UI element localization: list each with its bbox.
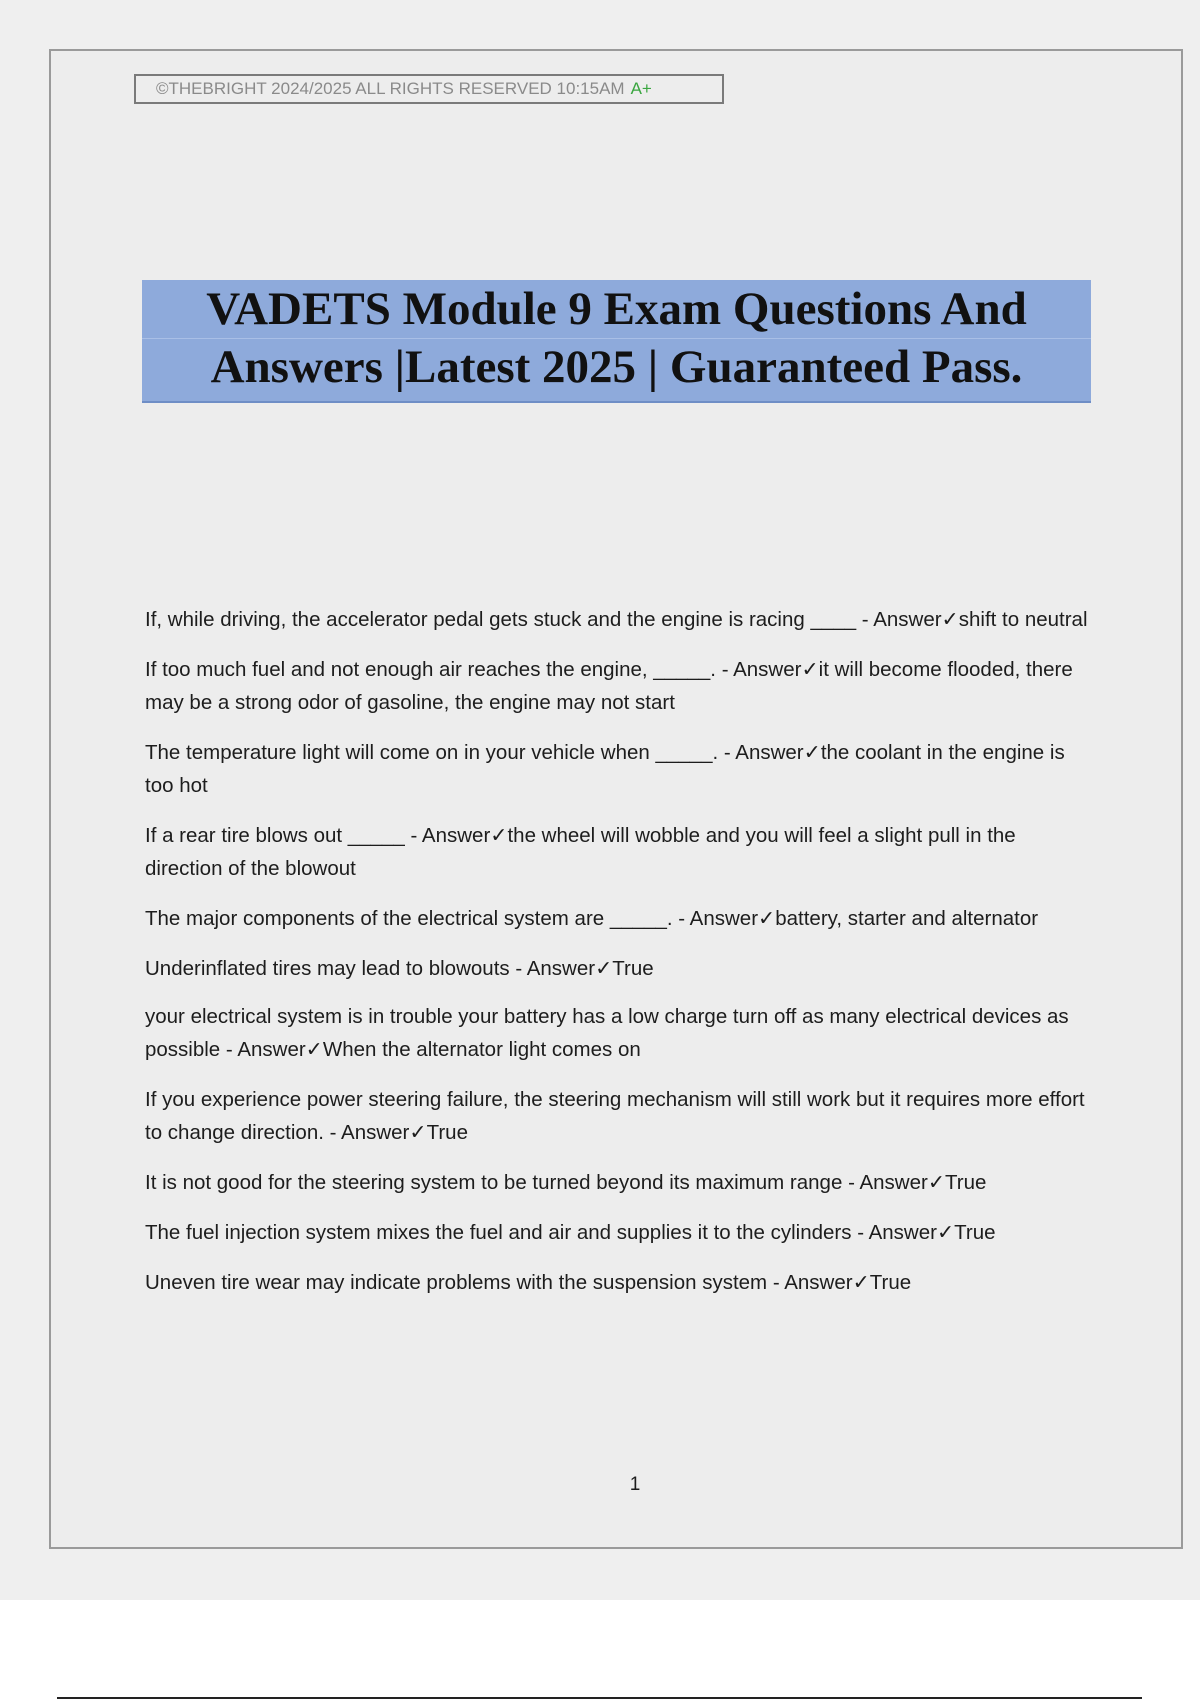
answer-marker: - Answer [861, 608, 942, 631]
copyright-header [134, 74, 724, 104]
answer-marker: - Answer [225, 1038, 306, 1061]
check-icon: ✓ [758, 907, 776, 930]
qa-item [145, 1000, 1095, 1066]
title-line-1: VADETS Module 9 Exam Questions And [206, 283, 1027, 335]
qa-answer: True [426, 1121, 468, 1144]
qa-question: If too much fuel and not enough air reaches the engine, _____. [145, 658, 716, 681]
qa-answer: When the alternator light comes on [322, 1038, 641, 1061]
footer-rule [57, 1697, 1142, 1699]
qa-answer: True [612, 957, 654, 980]
qa-answer: it will become flooded, there may be a strong odor of gasoline, the engine may not start [145, 658, 1073, 714]
check-icon: ✓ [409, 1121, 427, 1144]
check-icon: ✓ [803, 741, 821, 764]
answer-marker: - Answer [723, 741, 804, 764]
qa-item [145, 1216, 1095, 1249]
check-icon: ✓ [936, 1221, 955, 1244]
qa-item [145, 1166, 1095, 1199]
check-icon: ✓ [941, 608, 959, 631]
answer-marker: - Answer [678, 907, 759, 930]
check-icon: ✓ [490, 824, 508, 847]
qa-item [145, 1083, 1095, 1149]
answer-marker: - Answer [857, 1221, 937, 1244]
check-icon: ✓ [305, 1038, 323, 1061]
banner-underline [142, 401, 1091, 403]
qa-question: If, while driving, the accelerator pedal gets stuck and the engine is racing ____ [145, 608, 857, 631]
answer-marker: - Answer [329, 1121, 410, 1144]
qa-question: your electrical system is in trouble your battery has a low charge turn off as many electrical devices as possible [145, 1005, 1069, 1061]
check-icon: ✓ [852, 1271, 870, 1294]
title-banner [142, 280, 1091, 403]
banner-divider [142, 338, 1091, 339]
qa-question: Underinflated tires may lead to blowouts [145, 957, 510, 980]
qa-question: The fuel injection system mixes the fuel and air and supplies it to the cylinders [145, 1221, 852, 1244]
qa-answer: shift to neutral [958, 608, 1088, 631]
qa-answer: True [869, 1271, 912, 1294]
qa-answer: the wheel will wobble and you will feel a slight pull in the direction of the blowout [145, 824, 1016, 880]
qa-answer: True [954, 1221, 996, 1244]
check-icon: ✓ [595, 957, 613, 980]
qa-question: If you experience power steering failure, the steering mechanism will still work but it requires more effort to change direction. [145, 1088, 1085, 1144]
document-page [49, 49, 1183, 1549]
qa-question: If a rear tire blows out _____ [145, 824, 405, 847]
check-icon: ✓ [801, 658, 819, 681]
qa-question: It is not good for the steering system to be turned beyond its maximum range [145, 1171, 843, 1194]
answer-marker: - Answer [772, 1271, 853, 1294]
qa-item [145, 603, 1095, 636]
qa-item [145, 952, 1095, 985]
qa-list [145, 603, 1095, 1316]
answer-marker: - Answer [410, 824, 491, 847]
qa-answer: True [945, 1171, 987, 1194]
qa-answer: battery, starter and alternator [775, 907, 1039, 930]
qa-question: Uneven tire wear may indicate problems with the suspension system [145, 1271, 768, 1294]
copyright-text: ©THEBRIGHT 2024/2025 ALL RIGHTS RESERVED 10:15AM [156, 79, 625, 98]
qa-question: The major components of the electrical system are _____. [145, 907, 673, 930]
answer-marker: - Answer [721, 658, 802, 681]
grade-badge: A+ [630, 79, 652, 98]
page-number: 1 [629, 1474, 641, 1495]
qa-answer: the coolant in the engine is too hot [145, 741, 1065, 797]
qa-item [145, 902, 1095, 935]
qa-item [145, 653, 1095, 719]
qa-item [145, 819, 1095, 885]
qa-item [145, 1266, 1095, 1299]
qa-question: The temperature light will come on in your vehicle when _____. [145, 741, 719, 764]
title-line-2: Answers |Latest 2025 | Guaranteed Pass. [210, 341, 1023, 393]
qa-item [145, 736, 1095, 802]
answer-marker: - Answer [515, 957, 596, 980]
answer-marker: - Answer [848, 1171, 928, 1194]
check-icon: ✓ [927, 1171, 946, 1194]
